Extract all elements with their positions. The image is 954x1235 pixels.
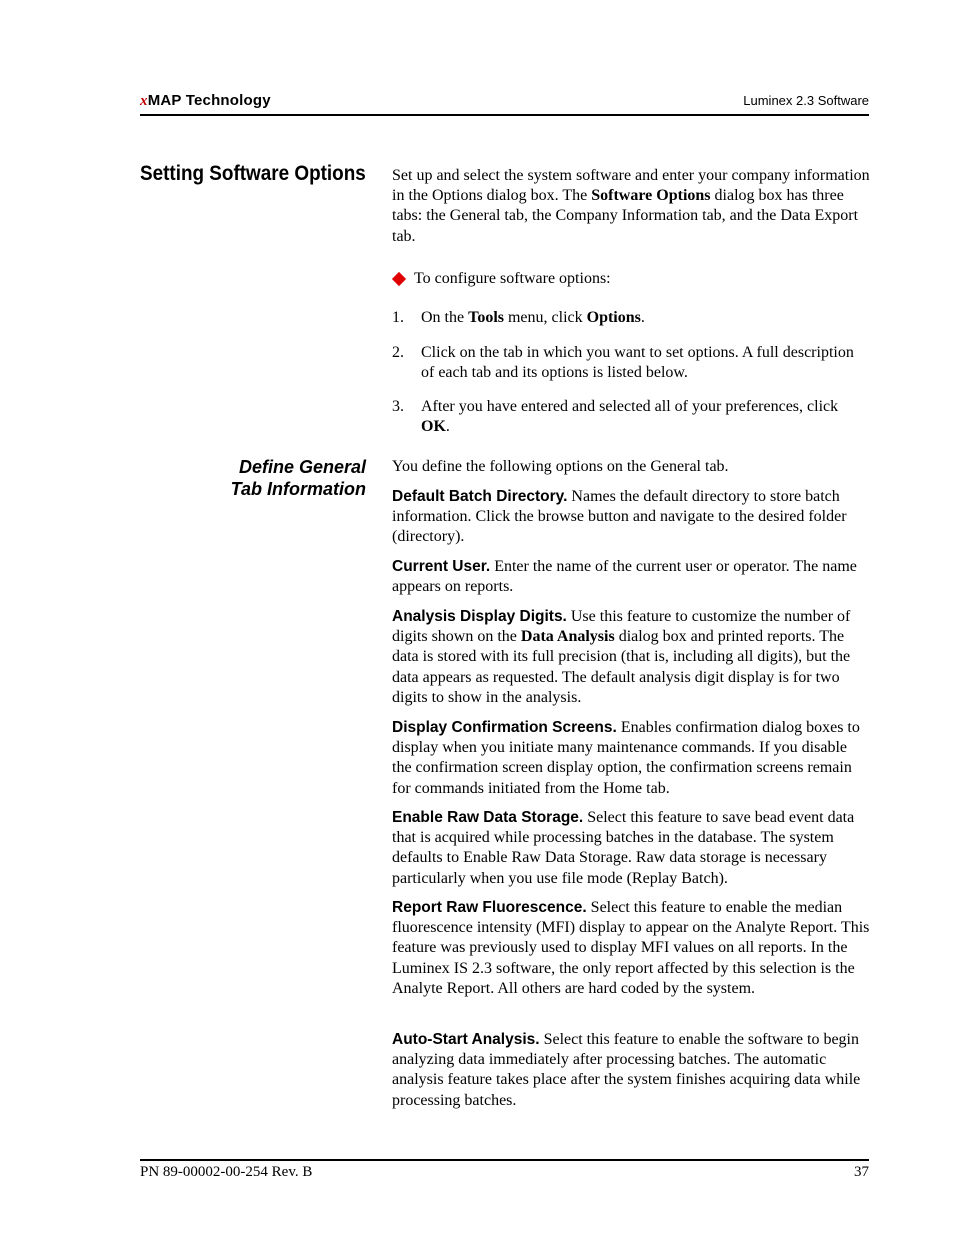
option-term: Enable Raw Data Storage.: [392, 809, 584, 826]
subsection-title: [200, 456, 366, 500]
option-analysis-display-digits: [392, 607, 870, 708]
option-description: Enter the name of the current user or operator. The name appears on reports.: [392, 558, 857, 596]
header-brand: [140, 92, 271, 110]
option-display-confirmation-screens: [392, 718, 870, 799]
header-product: Luminex 2.3 Software: [743, 93, 869, 108]
option-description: Enables confirmation dialog boxes to display when you initiate many maintenance commands. If you disable the confirmation screen display option, the confirmation screens remain for commands initiated from the Home tab.: [392, 719, 860, 797]
option-term: Display Confirmation Screens.: [392, 719, 617, 736]
step-2: [392, 343, 870, 383]
option-default-batch-directory: [392, 487, 870, 548]
step-number: 1.: [392, 309, 404, 326]
step-number: 2.: [392, 344, 404, 361]
step-text-part: On the: [421, 309, 469, 326]
step-1: [392, 308, 870, 328]
section-intro: [392, 166, 870, 247]
option-description: Select this feature to enable the software to begin analyzing data immediately after processing batches. The automatic analysis feature takes place after the system finishes acquiring data while processing batches.: [392, 1031, 861, 1109]
step-number: 3.: [392, 398, 404, 415]
option-description: Use this feature to customize the number of digits shown on the: [392, 608, 851, 646]
option-description: Names the default directory to store batch information. Click the browse button and navigate to the desired folder (directory).: [392, 488, 847, 546]
option-term: Report Raw Fluorescence.: [392, 899, 587, 916]
intro-bold: Software Options: [591, 187, 711, 205]
header-brand-prefix: x: [140, 93, 148, 109]
step-text: Click on the tab in which you want to set options. A full description of each tab and its options is listed below.: [421, 344, 854, 382]
intro-text-2: dialog box has three tabs: the General tab, the Company Information tab, and the Data Export tab.: [392, 187, 859, 245]
subsection-intro-text: You define the following options on the General tab.: [392, 458, 729, 475]
option-description-cont: dialog box and printed reports. The data is stored with its full precision (that is, including all digits), but the data appears as requested. The default analysis digit display is for two digits to show in the analysis.: [392, 628, 851, 706]
option-current-user: [392, 557, 870, 597]
menu-item-name: Options: [586, 309, 641, 326]
procedure-title: To configure software options:: [414, 270, 611, 287]
option-report-raw-fluorescence: [392, 898, 870, 999]
part-number: PN 89-00002-00-254 Rev. B: [140, 1164, 313, 1180]
option-auto-start-analysis: [392, 1030, 870, 1111]
step-text-part: .: [445, 418, 450, 436]
subsection-title-line1: Define General: [238, 457, 366, 477]
option-term: Default Batch Directory.: [392, 488, 568, 505]
step-3: [392, 397, 870, 437]
page-header: [140, 90, 869, 116]
diamond-bullet-icon: [392, 272, 406, 286]
dialog-name: Data Analysis: [520, 628, 615, 646]
section-title: Setting Software Options: [140, 162, 366, 185]
step-text: [421, 308, 870, 328]
subsection-intro: [392, 457, 870, 477]
menu-name: Tools: [468, 309, 504, 326]
procedure-heading: [392, 269, 611, 289]
option-enable-raw-data-storage: [392, 808, 870, 889]
option-term: Current User.: [392, 558, 491, 575]
step-text-part: menu, click: [503, 309, 587, 326]
page-number: 37: [854, 1164, 869, 1180]
subsection-title-line2: Tab Information: [230, 479, 366, 499]
intro-text-1: Set up and select the system software and enter your company information in the Options dialog box. The: [392, 167, 870, 205]
button-name: OK: [421, 418, 446, 436]
step-text-part: After you have entered and selected all of your preferences, click: [421, 398, 839, 415]
option-description: Select this feature to enable the median fluorescence intensity (MFI) display to appear on the Analyte Report. This feature was previously used to display MFI values on all reports. In the Luminex IS 2.3 software, the only report affected by this selection is the Analyte Report. All others are hard coded by the system.: [392, 899, 870, 997]
page-footer: [140, 1159, 869, 1180]
option-term: Auto-Start Analysis.: [392, 1031, 540, 1048]
option-term: Analysis Display Digits.: [392, 608, 567, 625]
header-brand-text: MAP Technology: [147, 92, 271, 109]
option-description: Select this feature to save bead event data that is acquired while processing batches in the database. The system defaults to Enable Raw Data Storage. Raw data storage is necessary particularly when you use file mode (Replay Batch).: [392, 809, 855, 887]
step-text: [421, 397, 870, 437]
step-text-part: .: [640, 309, 645, 326]
